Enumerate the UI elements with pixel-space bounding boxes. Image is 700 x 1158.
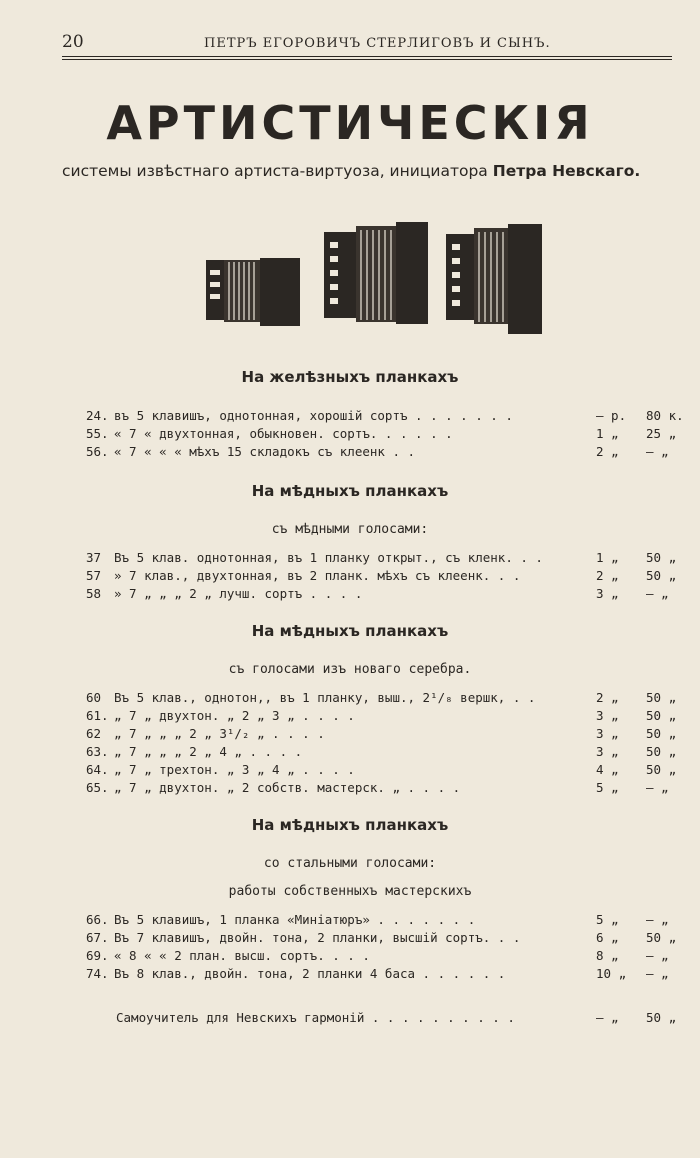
item-number: 57 xyxy=(86,568,102,583)
table-row xyxy=(86,912,686,930)
section-subtitle: съ мѣдными голосами: xyxy=(271,522,429,537)
item-price-rub: 1 „ xyxy=(596,426,619,441)
manual-price-kop: 50 „ xyxy=(646,1010,677,1025)
table-row xyxy=(86,708,686,726)
item-description: „ 7 „ „ „ 2 „ 4 „ . . . . xyxy=(114,744,303,759)
subtitle-text: системы извѣстнаго артиста-виртуоза, инициатора xyxy=(62,162,488,180)
item-price-kop: 25 „ xyxy=(646,426,677,441)
item-price-kop: 50 „ xyxy=(646,708,677,723)
item-description: „ 7 „ „ „ 2 „ 3¹/₂ „ . . . . xyxy=(114,726,325,741)
page-subtitle xyxy=(62,162,640,180)
item-description: „ 7 „ двухтон. „ 2 „ 3 „ . . . . xyxy=(114,708,355,723)
page-title: АРТИСТИЧЕСКIЯ xyxy=(106,96,594,150)
item-price-kop: — „ xyxy=(646,586,669,601)
table-row xyxy=(86,426,686,444)
item-price-rub: 3 „ xyxy=(596,726,619,741)
item-price-kop: 50 „ xyxy=(646,568,677,583)
running-title: ПЕТРЪ ЕГОРОВИЧЪ СТЕРЛИГОВЪ И СЫНЪ. xyxy=(204,36,551,51)
manual-row xyxy=(116,1010,686,1028)
item-description: « 7 « « « мѣхъ 15 складокъ съ клеенк . . xyxy=(114,444,416,459)
accordion-illustration xyxy=(196,212,546,342)
item-number: 61. xyxy=(86,708,109,723)
page-number: 20 xyxy=(62,32,84,52)
item-price-rub: 6 „ xyxy=(596,930,619,945)
accordion-right xyxy=(446,224,542,334)
item-price-rub: 3 „ xyxy=(596,744,619,759)
item-description: Въ 5 клав., однотон,, въ 1 планку, выш., 2¹/₈ вершк, . . xyxy=(114,690,536,705)
item-price-kop: — „ xyxy=(646,948,669,963)
table-row xyxy=(86,690,686,708)
item-price-kop: — „ xyxy=(646,780,669,795)
table-row xyxy=(86,568,686,586)
item-price-kop: — „ xyxy=(646,444,669,459)
item-price-kop: 50 „ xyxy=(646,930,677,945)
item-number: 65. xyxy=(86,780,109,795)
manual-price-rub: — „ xyxy=(596,1010,619,1025)
section-subtitle-2: работы собственныхъ мастерскихъ xyxy=(228,884,472,899)
item-number: 62 xyxy=(86,726,102,741)
table-row xyxy=(86,408,686,426)
table-row xyxy=(86,444,686,462)
item-price-kop: 50 „ xyxy=(646,744,677,759)
item-number: 64. xyxy=(86,762,109,777)
item-number: 69. xyxy=(86,948,109,963)
item-description: „ 7 „ трехтон. „ 3 „ 4 „ . . . . xyxy=(114,762,355,777)
item-description: „ 7 „ двухтон. „ 2 собств. мастерск. „ . . . . xyxy=(114,780,461,795)
item-number: 67. xyxy=(86,930,109,945)
item-number: 66. xyxy=(86,912,109,927)
header-rule xyxy=(62,56,672,57)
item-number: 24. xyxy=(86,408,109,423)
section-title-iron: На желѣзныхъ планкахъ xyxy=(241,368,459,386)
table-row xyxy=(86,930,686,948)
section-subtitle: со стальными голосами: xyxy=(263,856,437,871)
table-row xyxy=(86,780,686,798)
header-rule-2 xyxy=(62,59,672,60)
item-price-rub: 2 „ xyxy=(596,690,619,705)
item-price-kop: 50 „ xyxy=(646,690,677,705)
item-price-rub: 2 „ xyxy=(596,568,619,583)
table-row xyxy=(86,550,686,568)
section-title-copper-3: На мѣдныхъ планкахъ xyxy=(251,816,449,834)
page-header xyxy=(62,30,672,54)
item-description: Въ 7 клавишъ, двойн. тона, 2 планки, высшiй сортъ. . . xyxy=(114,930,521,945)
manual-description: Самоучитель для Невскихъ гармоній . . . . . . . . . . xyxy=(116,1010,515,1025)
table-row xyxy=(86,744,686,762)
item-description: въ 5 клавишъ, однотонная, хорошiй сортъ . . . . . . . xyxy=(114,408,513,423)
item-description: Въ 5 клавишъ, 1 планка «Миніатюръ» . . . . . . . xyxy=(114,912,476,927)
accordion-middle xyxy=(324,222,428,324)
table-row xyxy=(86,948,686,966)
item-price-rub: 10 „ xyxy=(596,966,627,981)
table-row xyxy=(86,966,686,984)
section-title-copper-1: На мѣдныхъ планкахъ xyxy=(251,482,449,500)
item-description: Въ 5 клав. однотонная, въ 1 планку открыт., съ кленк. . . xyxy=(114,550,543,565)
item-price-rub: 4 „ xyxy=(596,762,619,777)
item-price-rub: 2 „ xyxy=(596,444,619,459)
section-subtitle: съ голосами изъ новаго серебра. xyxy=(228,662,472,677)
item-description: » 7 клав., двухтонная, въ 2 планк. мѣхъ съ клеенк. . . xyxy=(114,568,521,583)
item-description: « 7 « двухтонная, обыкновен. сортъ. . . . . . xyxy=(114,426,453,441)
item-price-rub: 5 „ xyxy=(596,912,619,927)
accordion-small xyxy=(206,258,300,326)
item-price-kop: — „ xyxy=(646,912,669,927)
item-description: » 7 „ „ „ 2 „ лучш. сортъ . . . . xyxy=(114,586,363,601)
item-price-kop: 50 „ xyxy=(646,762,677,777)
section-title-copper-2: На мѣдныхъ планкахъ xyxy=(251,622,449,640)
item-number: 56. xyxy=(86,444,109,459)
item-number: 58 xyxy=(86,586,102,601)
item-price-rub: 3 „ xyxy=(596,586,619,601)
item-price-kop: 80 к. xyxy=(646,408,684,423)
item-number: 63. xyxy=(86,744,109,759)
item-price-rub: — р. xyxy=(596,408,627,423)
item-number: 74. xyxy=(86,966,109,981)
item-price-kop: 50 „ xyxy=(646,726,677,741)
table-row xyxy=(86,726,686,744)
item-description: « 8 « « 2 план. высш. сортъ. . . . xyxy=(114,948,370,963)
item-price-rub: 5 „ xyxy=(596,780,619,795)
item-price-rub: 3 „ xyxy=(596,708,619,723)
item-price-rub: 8 „ xyxy=(596,948,619,963)
subtitle-name: Петра Невскаго. xyxy=(492,162,641,180)
item-price-kop: 50 „ xyxy=(646,550,677,565)
table-row xyxy=(86,586,686,604)
item-number: 60 xyxy=(86,690,102,705)
item-number: 55. xyxy=(86,426,109,441)
item-price-kop: — „ xyxy=(646,966,669,981)
table-row xyxy=(86,762,686,780)
item-number: 37 xyxy=(86,550,102,565)
item-price-rub: 1 „ xyxy=(596,550,619,565)
item-description: Въ 8 клав., двойн. тона, 2 планки 4 баса . . . . . . xyxy=(114,966,506,981)
